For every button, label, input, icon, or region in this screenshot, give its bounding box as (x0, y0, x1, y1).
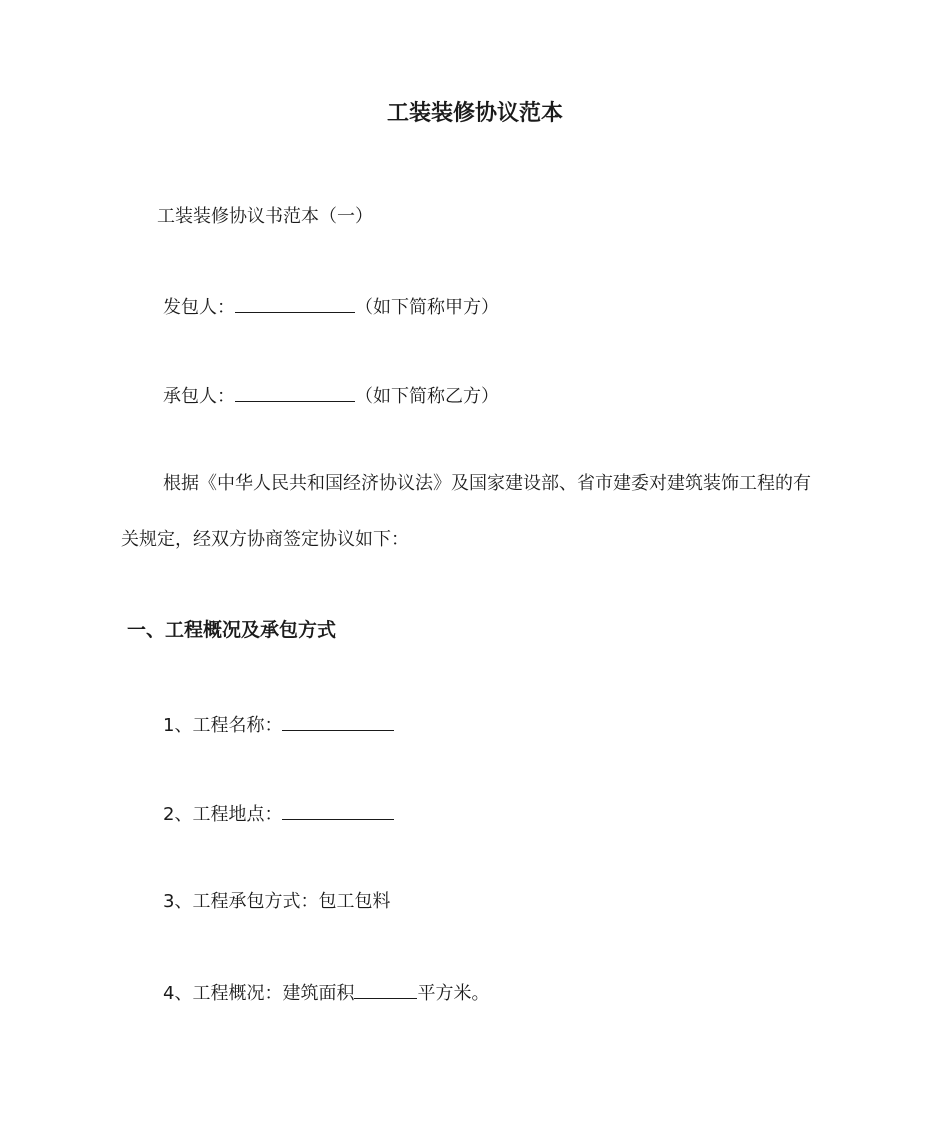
item-project-name (163, 712, 394, 738)
party-b-label: 承包人： (163, 386, 235, 407)
item-project-overview-unit: 平方米。 (417, 983, 490, 1004)
building-area-blank (354, 980, 417, 999)
party-b-suffix: （如下简称乙方） (355, 386, 499, 407)
party-b-line (163, 383, 499, 409)
document-subtitle: 工装装修协议书范本（一） (157, 206, 373, 227)
party-b-blank (235, 383, 355, 402)
party-a-label: 发包人： (163, 297, 235, 318)
party-a-line (163, 294, 499, 320)
item-project-overview-label: 4、工程概况：建筑面积 (163, 983, 355, 1004)
item-project-location-label: 2、工程地点： (163, 804, 283, 825)
item-project-location (163, 801, 394, 827)
party-a-blank (235, 294, 355, 313)
project-name-blank (282, 712, 394, 731)
preamble-line-2: 关规定，经双方协商签定协议如下： (121, 529, 409, 550)
document-title: 工装装修协议范本 (386, 101, 563, 126)
preamble-line-1: 根据《中华人民共和国经济协议法》及国家建设部、省市建委对建筑装饰工程的有 (163, 473, 811, 494)
item-project-name-label: 1、工程名称： (163, 715, 283, 736)
item-contract-method: 3、工程承包方式：包工包料 (163, 891, 391, 912)
project-location-blank (282, 801, 394, 820)
section-1-heading: 一、工程概况及承包方式 (127, 619, 337, 641)
item-project-overview (163, 980, 489, 1006)
party-a-suffix: （如下简称甲方） (355, 297, 499, 318)
